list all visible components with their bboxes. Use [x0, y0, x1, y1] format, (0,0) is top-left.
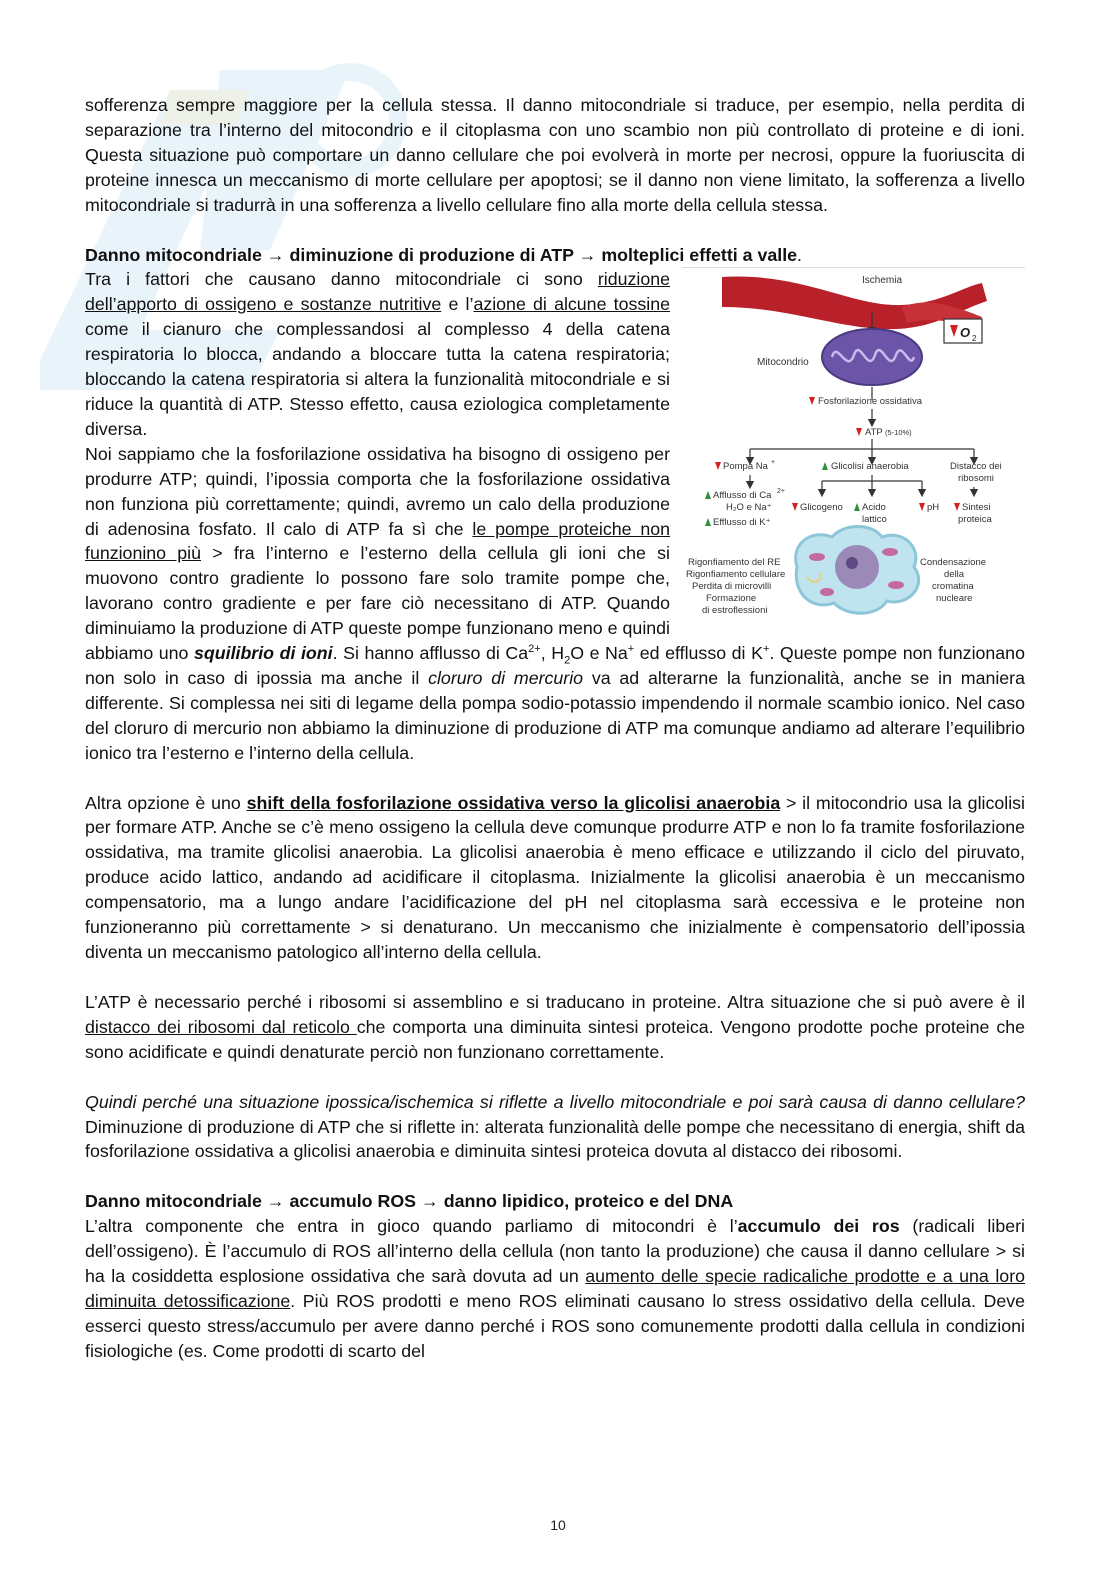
svg-text:H₂O e Na⁺: H₂O e Na⁺ [726, 502, 772, 514]
paragraph-glycolysis-shift: Altra opzione è uno shift della fosforilazione ossidativa verso la glicolisi anaerobia > il mitocondrio usa la glicolisi per formare ATP. Anche se c’è meno ossigeno la cellula deve comunque produrre ATP e non lo fa tramite fosforilazione ossidativa, ma tramite glicolisi anaerobia. La glicolisi anaerobia è meno efficace e utilizzando il ciclo del piruvato, produce acido lattico, andando ad acidificare il citoplasma. Inizialmente la glicolisi anaerobia è un meccanismo compensatorio, ma a lungo andare l’acidificazione del pH nel citoplasma sarà eccessiva e le proteine non funzioneranno più correttamente > si denaturano. Un meccanismo che inizialmente è compensatorio dell’ipossia diventa un meccanismo patologico all’interno della cellula. [85, 792, 1025, 962]
arrow-icon: → [266, 1191, 285, 1212]
paragraph-causes: Tra i fattori che causano danno mitocondriale ci sono riduzione dell’apporto di ossigeno e sostanze nutritive e l’azione di alcune tossine come il cianuro che complessandosi al complesso 4 della catena respiratoria lo blocca, andando a bloccare tutta la catena respiratoria; bloccando la catena respiratoria si altera la funzionalità mitocondriale e si riduce la quantità di ATP. Stesso effetto, causa eziologica completamente diversa. [85, 269, 670, 439]
arrow-icon: → [266, 244, 285, 265]
svg-text:Afflusso di Ca: Afflusso di Ca [713, 490, 772, 502]
svg-text:di estroflessioni: di estroflessioni [702, 605, 768, 617]
svg-text:Mitocondrio: Mitocondrio [757, 357, 809, 369]
document-page [85, 93, 1025, 1364]
paragraph-ribosomes: L’ATP è necessario perché i ribosomi si assemblino e si traducano in proteine. Altra situazione che si può avere è il distacco dei ribosomi dal reticolo che comporta una diminuita sintesi proteica. Vengono prodotte poche proteine che sono acidificate e quindi denaturate perciò non funzionano correttamente. [85, 991, 1025, 1062]
paragraph-pumps: Noi sappiamo che la fosforilazione ossidativa ha bisogno di ossigeno per produrre ATP; quindi, l’ipossia comporta che la fosforilazione ossidativa non funziona più correttamente; quindi, avremo un calo della produzione di adenosina fosfato. Il calo di ATP fa sì che le pompe proteiche non funzionino più > fra l’interno e l’esterno della cellula gli ioni che si muovono contro gradiente lo possono fare solo tramite pompe che, lavorano contro gradiente e per fare ciò necessitano di ATP. Quando diminuiamo la produzione di ATP queste pompe funzionano meno e quindi abbiamo uno squilibrio di ioni. Si hanno afflusso di $Ca^{2+}$, $H_2O$ e Na+ ed efflusso di K+. Queste pompe non funzionano non solo in caso di ipossia ma anche il cloruro di mercurio va ad alterarne la funzionalità, anche se in maniera differente. Si complessa nei siti di legame della pompa sodio-potassio impendendo il normale scambio ionico. Nel caso del cloruro di mercurio non abbiamo la diminuzione di produzione di ATP ma comunque andiamo ad alterare l’equilibrio ionico tra l’esterno e l’interno della cellula. [85, 443, 1025, 763]
svg-text:O: O [960, 325, 971, 341]
svg-text:Pompa Na: Pompa Na [723, 461, 768, 473]
section-heading-ros: Danno mitocondriale → accumulo ROS → danno lipidico, proteico e del DNA [85, 1191, 734, 1212]
svg-text:Sintesi: Sintesi [962, 502, 991, 514]
svg-text:Rigonfiamento cellulare: Rigonfiamento cellulare [686, 569, 786, 581]
arrow-icon: → [420, 1191, 439, 1212]
mitochondrial-damage-figure [682, 267, 1025, 627]
svg-text:Rigonfiamento del RE: Rigonfiamento del RE [688, 557, 781, 569]
svg-text:Fosforilazione ossidativa: Fosforilazione ossidativa [818, 396, 923, 408]
svg-text:Ischemia: Ischemia [862, 275, 903, 287]
svg-text:2: 2 [972, 334, 977, 344]
svg-text:Condensazione: Condensazione [920, 557, 987, 569]
paragraph-summary: Quindi perché una situazione ipossica/ischemica si riflette a livello mitocondriale e poi sarà causa di danno cellulare? Diminuzione di produzione di ATP che si riflette in: alterata funzionalità delle pompe che necessitano di energia, shift da fosforilazione ossidativa a glicolisi anaerobia e diminuita sintesi proteica dovuta al distacco dei ribosomi. [85, 1091, 1025, 1162]
svg-text:(5-10%): (5-10%) [885, 428, 912, 438]
svg-text:Efflusso di K⁺: Efflusso di K⁺ [713, 517, 771, 529]
svg-text:Distacco dei: Distacco dei [950, 461, 1002, 473]
svg-text:proteica: proteica [958, 514, 992, 526]
svg-text:Acido: Acido [862, 502, 886, 514]
svg-text:Glicogeno: Glicogeno [800, 502, 843, 514]
page-number: 10 [550, 1517, 566, 1533]
svg-text:della: della [944, 569, 965, 581]
svg-text:2+: 2+ [777, 488, 785, 496]
svg-text:Glicolisi anaerobia: Glicolisi anaerobia [831, 461, 909, 473]
svg-text:nucleare: nucleare [936, 593, 973, 605]
paragraph-intro: sofferenza sempre maggiore per la cellula stessa. Il danno mitocondriale si traduce, per esempio, nella perdita di separazione tra l’interno del mitocondrio e il citoplasma con uno scambio non più controllato di proteine e di ioni. Questa situazione può comportare un danno cellulare che poi evolverà in morte per necrosi, oppure la fuoriuscita di proteine innesca un meccanismo di morte cellulare per apoptosi; se il danno non viene limitato, la sofferenza a livello mitocondriale si tradurrà in una sofferenza a livello cellulare fino alla morte della cellula stessa. [85, 95, 1025, 215]
svg-text:ATP: ATP [865, 427, 883, 439]
svg-text:+: + [771, 459, 776, 467]
section-heading-atp: Danno mitocondriale → diminuzione di produzione di ATP → molteplici effetti a valle. [85, 244, 802, 265]
svg-text:cromatina: cromatina [932, 581, 974, 593]
svg-text:Perdita di microvilli: Perdita di microvilli [692, 581, 772, 593]
arrow-icon: → [578, 244, 597, 265]
svg-text:ribosomi: ribosomi [958, 473, 994, 485]
svg-text:pH: pH [927, 502, 940, 514]
damaged-cell-illustration [796, 527, 919, 614]
svg-text:lattico: lattico [862, 514, 887, 526]
paragraph-ros: L’altra componente che entra in gioco quando parliamo di mitocondri è l’accumulo dei ros (radicali liberi dell’ossigeno). È l’accumulo di ROS all’interno della cellula (non tanto la produzione) che causa il danno cellulare > si ha la cosiddetta esplosione ossidativa che sarà dovuta ad un aumento delle specie radicaliche prodotte e a una loro diminuita detossificazione. Più ROS prodotti e meno ROS eliminati causano lo stress ossidativo della cellula. Deve esserci questo stress/accumulo per avere danno perché i ROS sono comunemente prodotti dalla cellula in condizioni fisiologiche (es. Come prodotti di scarto del [85, 1216, 1026, 1361]
svg-text:Formazione: Formazione [706, 593, 757, 605]
